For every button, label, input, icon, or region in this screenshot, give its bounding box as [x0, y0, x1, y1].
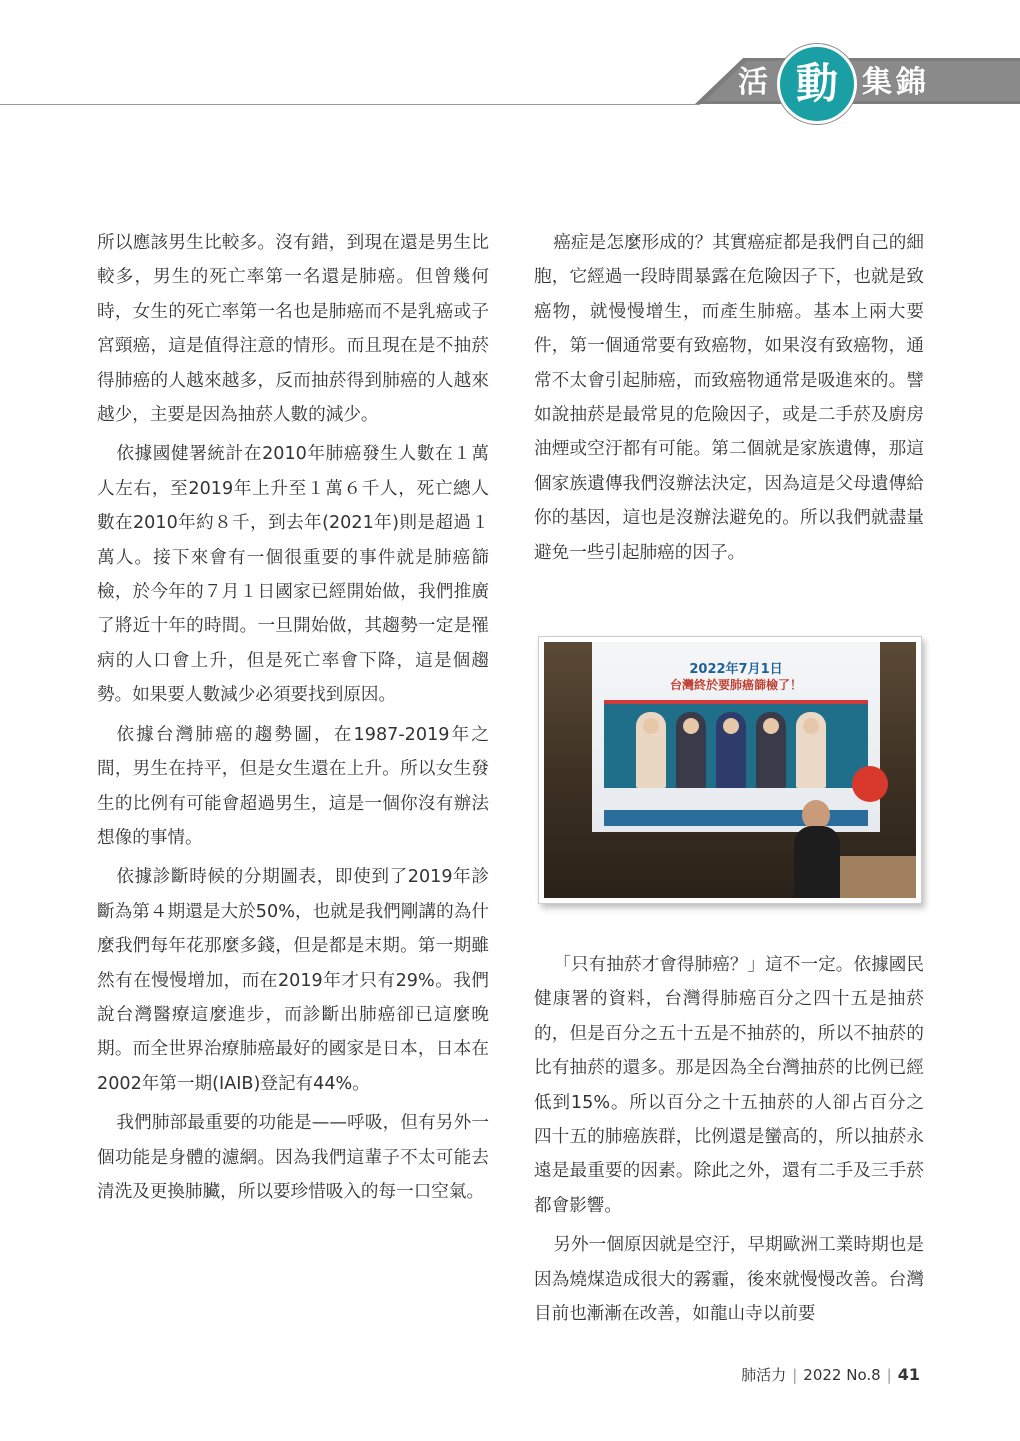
footer-separator: |: [792, 1366, 798, 1384]
paragraph: 癌症是怎麼形成的？其實癌症都是我們自己的細胞，它經過一段時間暴露在危險因子下，也就是致癌物，就慢慢增生，而產生肺癌。基本上兩大要件，第一個通常要有致癌物，如果沒有致癌物，通常不太會引起肺癌，而致癌物通常是吸進來的。譬如說抽菸是最常見的危險因子，或是二手菸及廚房油煙或空汙都有可能。第二個就是家族遺傳，那這個家族遺傳我們沒辦法決定，因為這是父母遺傳給你的基因，這也是沒辦法避免的。所以我們就盡量避免一些引起肺癌的因子。: [534, 233, 924, 563]
slide-person-head: [763, 718, 779, 734]
magazine-name: 肺活力: [741, 1366, 787, 1384]
projection-screen: [592, 642, 880, 832]
slide-person-head: [723, 718, 739, 734]
podium: [840, 856, 916, 898]
header-rule: [0, 104, 700, 105]
section-title-char-3: 集: [862, 65, 894, 100]
right-column-top: [534, 226, 924, 575]
section-title-char-1: 活: [738, 65, 770, 100]
paragraph: 「只有抽菸才會得肺癌？」這不一定。依據國民健康署的資料，台灣得肺癌百分之四十五是抽菸的，但是百分之五十五是不抽菸的，所以不抽菸的比有抽菸的還多。那是因為全台灣抽菸的比例已經低到15%。所以百分之十五抽菸的人卻占百分之四十五的肺癌族群，比例還是蠻高的，所以抽菸永遠是最重要的因素。除此之外，還有二手及三手菸都會影響。: [534, 955, 924, 1216]
left-column: [97, 226, 489, 1214]
issue-number: 2022 No.8: [803, 1366, 881, 1384]
slide-person-head: [643, 718, 659, 734]
paragraph: 依據國健署統計在2010年肺癌發生人數在１萬人左右，至2019年上升至１萬６千人，死亡總人數在2010年約８千，到去年(2021年)則是超過１萬人。接下來會有一個很重要的事件就是肺癌篩檢，於今年的７月１日國家已經開始做，我們推廣了將近十年的時間。一旦開始做，其趨勢一定是罹病的人口會上升，但是死亡率會下降，這是個趨勢。如果要人數減少必須要找到原因。: [97, 444, 489, 706]
paragraph: 依據診斷時候的分期圖表，即使到了2019年診斷為第４期還是大於50%，也就是我們剛講的為什麼我們每年花那麼多錢，但是都是末期。第一期雖然有在慢慢增加，而在2019年才只有29%。我們說台灣醫療這麼進步，而診斷出肺癌卻已這麼晚期。而全世界治療肺癌最好的國家是日本，日本在2002年第一期(IAIB)登記有44%。: [97, 867, 489, 1094]
footer-separator: |: [886, 1366, 892, 1384]
slide-person-head: [683, 718, 699, 734]
slide-red-badge: [852, 766, 888, 802]
slide-subtitle: 台灣終於要肺癌篩檢了！: [669, 678, 802, 692]
slide-date: 2022年7月1日: [689, 662, 783, 677]
page-footer: [741, 1364, 920, 1385]
paragraph: 另外一個原因就是空汙，早期歐洲工業時期也是因為燒煤造成很大的霧霾，後來就慢慢改善。台灣目前也漸漸在改善，如龍山寺以前要: [534, 1235, 924, 1325]
event-photo: [544, 642, 916, 898]
section-title-circle: [777, 44, 857, 124]
paragraph: 所以應該男生比較多。沒有錯，到現在還是男生比較多，男生的死亡率第一名還是肺癌。但曾幾何時，女生的死亡率第一名也是肺癌而不是乳癌或子宮頸癌，這是值得注意的情形。而且現在是不抽菸得肺癌的人越來越多，反而抽菸得到肺癌的人越來越少，主要是因為抽菸人數的減少。: [97, 233, 489, 426]
paragraph: 依據台灣肺癌的趨勢圖，在1987-2019年之間，男生在持平，但是女生還在上升。所以女生發生的比例有可能會超過男生，這是一個你沒有辦法想像的事情。: [97, 724, 489, 848]
section-title-char-4: 錦: [896, 65, 928, 100]
section-title-char-2: 動: [795, 59, 838, 108]
page-number: 41: [897, 1365, 920, 1384]
photo-frame: [538, 636, 922, 904]
paragraph: 我們肺部最重要的功能是——呼吸，但有另外一個功能是身體的濾網。因為我們這輩子不太可能去清洗及更換肺臟，所以要珍惜吸入的每一口空氣。: [97, 1113, 489, 1202]
speaker: [794, 826, 840, 898]
right-column-bottom: [534, 948, 924, 1336]
slide-person-head: [803, 718, 819, 734]
